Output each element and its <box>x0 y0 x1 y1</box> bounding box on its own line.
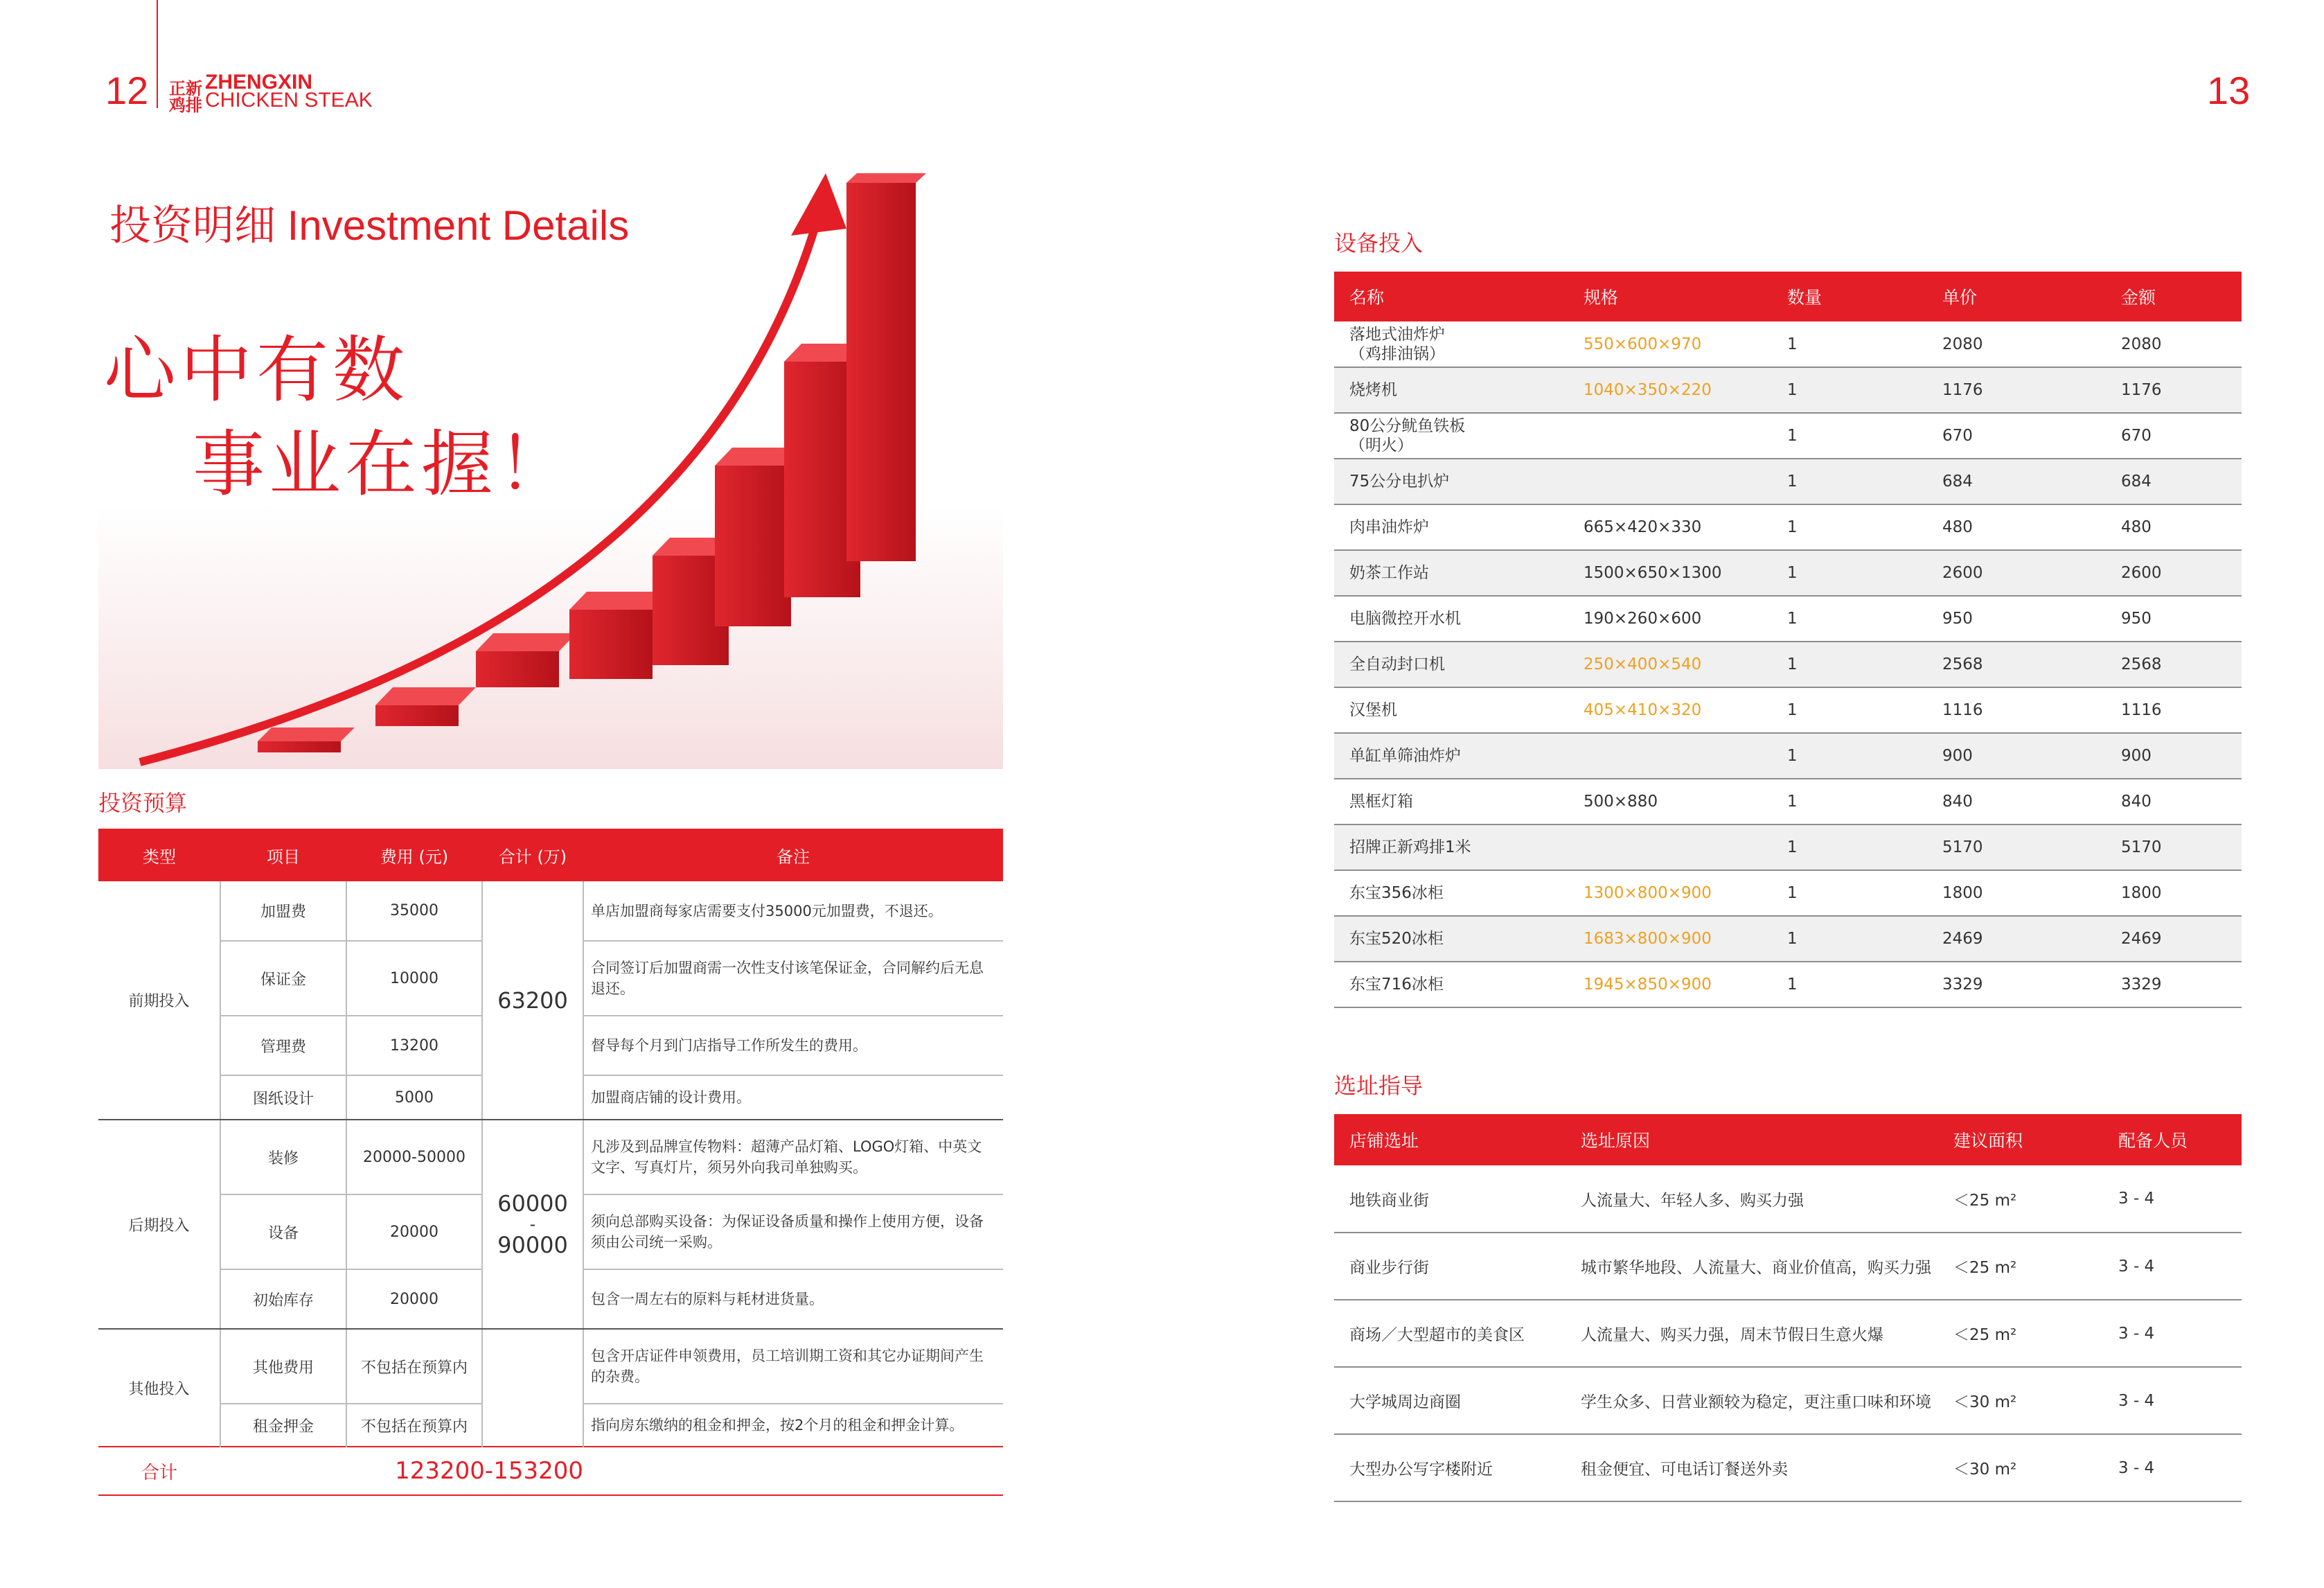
table-row <box>1334 733 2242 779</box>
equipment-name <box>1334 824 1568 870</box>
site-table <box>1334 1114 2242 1502</box>
table-row <box>1334 459 2242 504</box>
right-page-number: 13 <box>2207 69 2251 112</box>
site-header-cell: 建议面积 <box>1938 1114 2103 1165</box>
budget-note: 合同签订后加盟商需一次性支付该笔保证金，合同解约后无息退还。 <box>583 941 1003 1016</box>
left-page-number: 12 <box>105 69 149 112</box>
equipment-name-line1: 招牌正新鸡排1米 <box>1349 838 1471 856</box>
table-row <box>1334 1434 2242 1501</box>
equipment-name <box>1334 413 1568 459</box>
site-location: 大学城周边商圈 <box>1334 1367 1565 1434</box>
table-row <box>1334 596 2242 642</box>
site-staff: 3 - 4 <box>2103 1367 2242 1434</box>
equipment-price: 670 <box>1927 413 2106 459</box>
equipment-name <box>1334 687 1568 733</box>
equipment-qty: 1 <box>1772 321 1927 367</box>
budget-item: 装修 <box>220 1120 346 1194</box>
table-row <box>1334 1233 2242 1300</box>
equipment-name <box>1334 779 1568 824</box>
budget-sum-top: 60000 <box>497 1190 568 1217</box>
site-reason: 城市繁华地段、人流量大、商业价值高，购买力强 <box>1565 1233 1938 1300</box>
budget-type: 其他投入 <box>98 1329 220 1447</box>
equipment-qty: 1 <box>1772 916 1927 962</box>
site-section-title: 选址指导 <box>1334 1073 1423 1099</box>
budget-item: 加盟费 <box>220 881 346 941</box>
budget-type: 后期投入 <box>98 1120 220 1329</box>
equipment-header-cell: 单价 <box>1927 272 2106 321</box>
budget-item: 其他费用 <box>220 1329 346 1404</box>
equipment-spec: 250×400×540 <box>1568 642 1772 687</box>
table-row <box>1334 916 2242 962</box>
site-location: 大型办公写字楼附近 <box>1334 1434 1565 1501</box>
equipment-name <box>1334 550 1568 596</box>
equipment-name-line1: 东宝716冰柜 <box>1349 976 1444 994</box>
table-row <box>1334 550 2242 596</box>
equipment-name-line1: 落地式油炸炉 <box>1349 325 1445 344</box>
table-row <box>98 881 1003 941</box>
equipment-spec <box>1568 459 1772 504</box>
site-area: ＜25 m² <box>1938 1300 2103 1367</box>
equipment-spec: 1040×350×220 <box>1568 367 1772 413</box>
budget-cost: 不包括在预算内 <box>346 1404 482 1447</box>
site-reason: 学生众多、日营业额较为稳定，更注重口味和环境 <box>1565 1367 1938 1434</box>
budget-sum <box>482 1120 583 1329</box>
budget-item: 租金押金 <box>220 1404 346 1447</box>
site-area: ＜30 m² <box>1938 1367 2103 1434</box>
site-area: ＜25 m² <box>1938 1165 2103 1233</box>
equipment-amount: 1176 <box>2106 367 2242 413</box>
site-staff: 3 - 4 <box>2103 1233 2242 1300</box>
slogan-line-2: 事业在握！ <box>193 422 574 506</box>
equipment-qty: 1 <box>1772 459 1927 504</box>
table-row <box>1334 367 2242 413</box>
equipment-name-line1: 黑框灯箱 <box>1349 793 1413 811</box>
equipment-name <box>1334 367 1568 413</box>
equipment-amount: 2600 <box>2106 550 2242 596</box>
budget-header-cell: 备注 <box>583 829 1003 881</box>
equipment-qty: 1 <box>1772 824 1927 870</box>
table-row <box>1334 321 2242 367</box>
budget-item: 图纸设计 <box>220 1075 346 1120</box>
equipment-name <box>1334 962 1568 1007</box>
budget-cost: 13200 <box>346 1016 482 1075</box>
equipment-amount: 2568 <box>2106 642 2242 687</box>
table-row <box>1334 1300 2242 1367</box>
equipment-price: 2600 <box>1927 550 2106 596</box>
budget-cost: 20000-50000 <box>346 1120 482 1194</box>
brand-en-bottom: CHICKEN STEAK <box>205 89 373 112</box>
equipment-name <box>1334 870 1568 916</box>
table-row <box>1334 642 2242 687</box>
budget-note: 指向房东缴纳的租金和押金，按2个月的租金和押金计算。 <box>591 1417 964 1433</box>
budget-sum <box>482 1329 583 1447</box>
equipment-price: 840 <box>1927 779 2106 824</box>
equipment-header-cell: 金额 <box>2106 272 2242 321</box>
site-area: ＜30 m² <box>1938 1434 2103 1501</box>
equipment-header-cell: 规格 <box>1568 272 1772 321</box>
table-row <box>1334 1165 2242 1233</box>
table-row <box>1334 870 2242 916</box>
equipment-qty: 1 <box>1772 413 1927 459</box>
budget-cost: 不包括在预算内 <box>346 1329 482 1404</box>
equipment-header-row <box>1334 272 2242 321</box>
budget-header-cell: 合计 (万) <box>482 829 583 881</box>
equipment-price: 1176 <box>1927 367 2106 413</box>
table-row <box>98 1329 1003 1404</box>
equipment-amount: 3329 <box>2106 962 2242 1007</box>
equipment-name-line2: （明火） <box>1349 436 1413 455</box>
site-reason: 租金便宜、可电话订餐送外卖 <box>1565 1434 1938 1501</box>
site-staff: 3 - 4 <box>2103 1434 2242 1501</box>
site-header-row <box>1334 1114 2242 1165</box>
budget-cost: 20000 <box>346 1194 482 1269</box>
equipment-name <box>1334 321 1568 367</box>
equipment-name-line1: 烧烤机 <box>1349 381 1397 399</box>
table-row <box>98 1120 1003 1194</box>
budget-cost: 5000 <box>346 1075 482 1120</box>
equipment-price: 3329 <box>1927 962 2106 1007</box>
site-reason: 人流量大、购买力强，周末节假日生意火爆 <box>1565 1300 1938 1367</box>
equipment-name <box>1334 596 1568 642</box>
equipment-price: 2080 <box>1927 321 2106 367</box>
site-staff: 3 - 4 <box>2103 1165 2242 1233</box>
table-row <box>1334 504 2242 550</box>
equipment-amount: 670 <box>2106 413 2242 459</box>
equipment-name-line1: 奶茶工作站 <box>1349 564 1429 582</box>
budget-note: 凡涉及到品牌宣传物料：超薄产品灯箱、LOGO灯箱、中英文文字、写真灯片，须另外向我司单独购买。 <box>583 1120 1003 1194</box>
budget-sum-bottom: 90000 <box>497 1232 568 1258</box>
equipment-qty: 1 <box>1772 870 1927 916</box>
equipment-spec: 1500×650×1300 <box>1568 550 1772 596</box>
table-row <box>1334 687 2242 733</box>
equipment-spec <box>1568 824 1772 870</box>
slogan-line-1: 心中有数 <box>104 328 409 412</box>
equipment-price: 2568 <box>1927 642 2106 687</box>
equipment-qty: 1 <box>1772 733 1927 779</box>
budget-total-spacer <box>583 1447 1003 1495</box>
equipment-name-line1: 东宝520冰柜 <box>1349 930 1444 948</box>
equipment-table <box>1334 272 2242 1008</box>
site-header-cell: 选址原因 <box>1565 1114 1938 1165</box>
equipment-price: 2469 <box>1927 916 2106 962</box>
equipment-qty: 1 <box>1772 962 1927 1007</box>
budget-section-title: 投资预算 <box>98 790 188 816</box>
equipment-price: 684 <box>1927 459 2106 504</box>
site-location: 地铁商业街 <box>1334 1165 1565 1233</box>
equipment-spec: 1300×800×900 <box>1568 870 1772 916</box>
site-location: 商场／大型超市的美食区 <box>1334 1300 1565 1367</box>
budget-note: 包含一周左右的原料与耗材进货量。 <box>583 1269 1003 1329</box>
equipment-name-line1: 75公分电扒炉 <box>1349 473 1450 491</box>
table-row <box>1334 413 2242 459</box>
site-header-cell: 配备人员 <box>2103 1114 2242 1165</box>
equipment-price: 950 <box>1927 596 2106 642</box>
equipment-price: 5170 <box>1927 824 2106 870</box>
equipment-qty: 1 <box>1772 367 1927 413</box>
equipment-price: 1116 <box>1927 687 2106 733</box>
budget-header-cell: 类型 <box>98 829 220 881</box>
equipment-qty: 1 <box>1772 687 1927 733</box>
budget-type: 前期投入 <box>98 881 220 1120</box>
budget-total-row <box>98 1447 1003 1495</box>
equipment-name <box>1334 459 1568 504</box>
equipment-amount: 840 <box>2106 779 2242 824</box>
budget-sum-dash: - <box>529 1215 536 1234</box>
equipment-qty: 1 <box>1772 779 1927 824</box>
table-row <box>1334 824 2242 870</box>
equipment-name <box>1334 916 1568 962</box>
equipment-name-line1: 全自动封口机 <box>1349 655 1445 673</box>
equipment-spec: 665×420×330 <box>1568 504 1772 550</box>
equipment-spec: 190×260×600 <box>1568 596 1772 642</box>
budget-cost: 20000 <box>346 1269 482 1329</box>
equipment-amount: 900 <box>2106 733 2242 779</box>
equipment-spec: 1945×850×900 <box>1568 962 1772 1007</box>
budget-note: 督导每个月到门店指导工作所发生的费用。 <box>583 1016 1003 1075</box>
budget-note: 加盟商店铺的设计费用。 <box>583 1075 1003 1120</box>
equipment-name-line1: 电脑微控开水机 <box>1349 610 1461 628</box>
equipment-name-line1: 汉堡机 <box>1349 701 1397 719</box>
budget-cost: 35000 <box>346 881 482 941</box>
budget-note: 须向总部购买设备：为保证设备质量和操作上使用方便，设备须由公司统一采购。 <box>583 1194 1003 1269</box>
equipment-spec <box>1568 733 1772 779</box>
equipment-qty: 1 <box>1772 550 1927 596</box>
equipment-amount: 2080 <box>2106 321 2242 367</box>
budget-note: 包含开店证件申领费用，员工培训期工资和其它办证期间产生的杂费。 <box>583 1329 1003 1404</box>
budget-sum: 63200 <box>482 881 583 1120</box>
equipment-spec <box>1568 413 1772 459</box>
table-row <box>1334 962 2242 1007</box>
equipment-amount: 1116 <box>2106 687 2242 733</box>
equipment-name-line1: 东宝356冰柜 <box>1349 884 1444 902</box>
brand-cn-bottom: 鸡排 <box>169 96 202 115</box>
budget-note: 单店加盟商每家店需要支付35000元加盟费，不退还。 <box>583 881 1003 941</box>
equipment-spec: 405×410×320 <box>1568 687 1772 733</box>
equipment-amount: 1800 <box>2106 870 2242 916</box>
budget-header-cell: 项目 <box>220 829 346 881</box>
equipment-spec: 500×880 <box>1568 779 1772 824</box>
header-divider <box>157 0 158 108</box>
budget-item: 初始库存 <box>220 1269 346 1329</box>
equipment-price: 900 <box>1927 733 2106 779</box>
equipment-price: 480 <box>1927 504 2106 550</box>
equipment-header-cell: 数量 <box>1772 272 1927 321</box>
budget-total-value: 123200-153200 <box>220 1447 583 1495</box>
equipment-qty: 1 <box>1772 504 1927 550</box>
equipment-amount: 684 <box>2106 459 2242 504</box>
equipment-price: 1800 <box>1927 870 2106 916</box>
site-staff: 3 - 4 <box>2103 1300 2242 1367</box>
equipment-amount: 2469 <box>2106 916 2242 962</box>
equipment-name-line2: （鸡排油锅） <box>1349 344 1445 363</box>
budget-cost: 10000 <box>346 941 482 1016</box>
equipment-name-line1: 肉串油炸炉 <box>1349 518 1429 536</box>
equipment-name-line1: 80公分鱿鱼铁板 <box>1349 417 1466 435</box>
brand-cn-top: 正新 <box>169 79 202 98</box>
budget-header-row <box>98 829 1003 881</box>
table-row <box>1334 779 2242 824</box>
budget-table <box>98 829 1003 1496</box>
budget-total-label: 合计 <box>98 1447 220 1495</box>
budget-item: 保证金 <box>220 941 346 1016</box>
site-reason: 人流量大、年轻人多、购买力强 <box>1565 1165 1938 1233</box>
budget-header-cell: 费用 (元) <box>346 829 482 881</box>
equipment-amount: 950 <box>2106 596 2242 642</box>
site-header-cell: 店铺选址 <box>1334 1114 1565 1165</box>
site-area: ＜25 m² <box>1938 1233 2103 1300</box>
table-row <box>1334 1367 2242 1434</box>
equipment-spec: 550×600×970 <box>1568 321 1772 367</box>
budget-item: 管理费 <box>220 1016 346 1075</box>
equipment-section-title: 设备投入 <box>1334 230 1423 256</box>
equipment-name-line1: 单缸单筛油炸炉 <box>1349 747 1461 765</box>
equipment-name <box>1334 504 1568 550</box>
equipment-amount: 480 <box>2106 504 2242 550</box>
equipment-name <box>1334 642 1568 687</box>
budget-item: 设备 <box>220 1194 346 1269</box>
site-location: 商业步行街 <box>1334 1233 1565 1300</box>
equipment-header-cell: 名称 <box>1334 272 1568 321</box>
equipment-amount: 5170 <box>2106 824 2242 870</box>
equipment-name <box>1334 733 1568 779</box>
equipment-qty: 1 <box>1772 596 1927 642</box>
brand-en-top: ZHENGXIN <box>205 71 313 94</box>
equipment-spec: 1683×800×900 <box>1568 916 1772 962</box>
equipment-qty: 1 <box>1772 642 1927 687</box>
page-title: 投资明细 Investment Details <box>109 202 630 249</box>
